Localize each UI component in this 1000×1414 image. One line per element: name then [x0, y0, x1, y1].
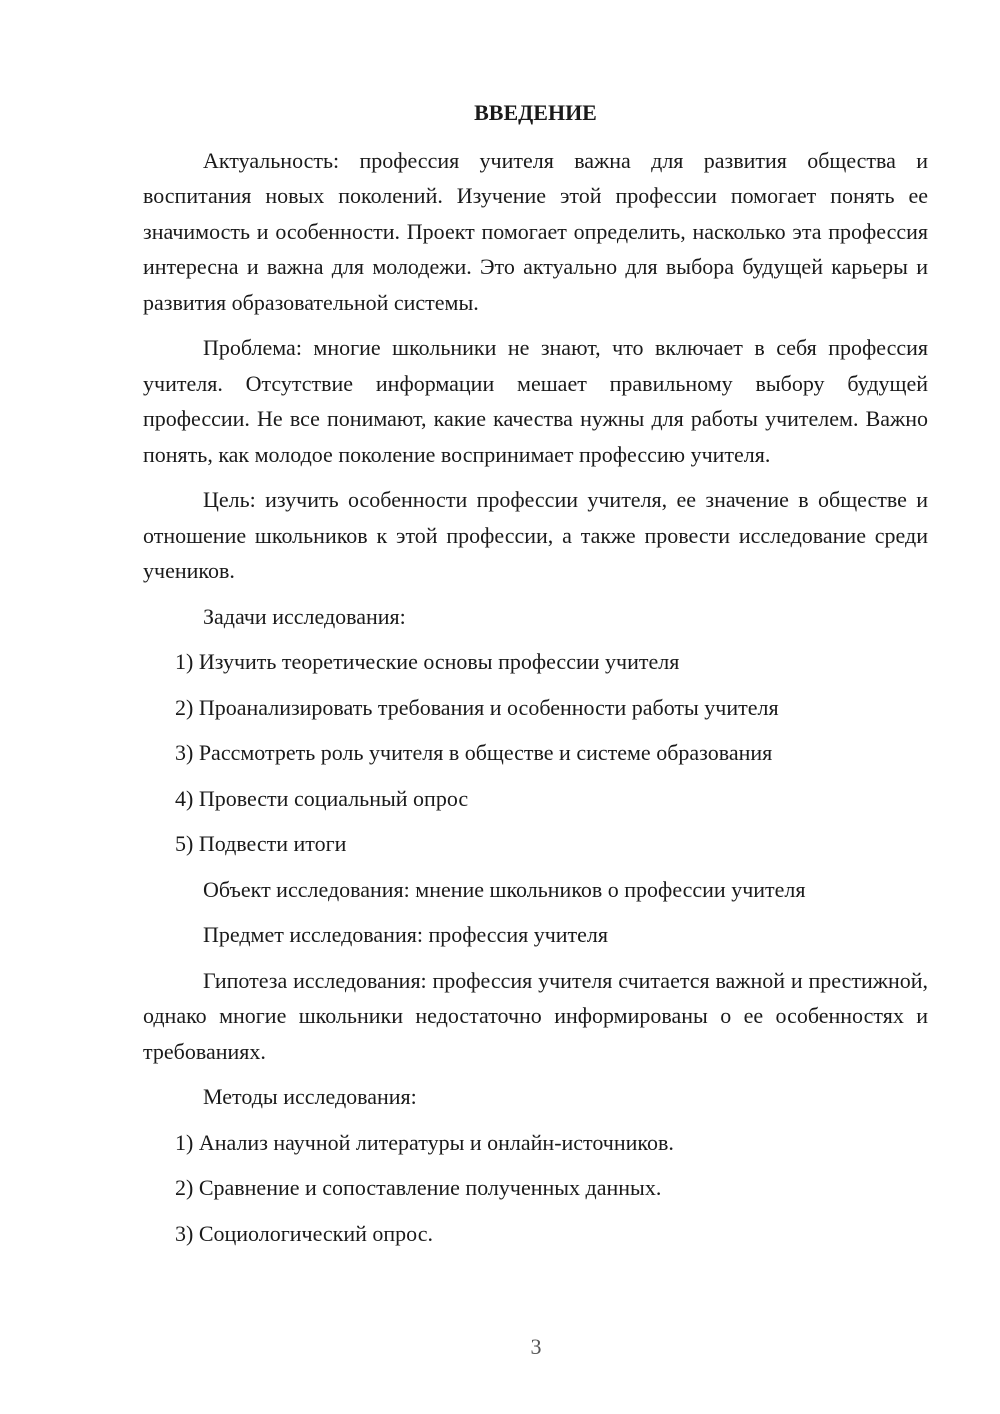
methods-heading: Методы исследования: — [203, 1084, 417, 1109]
task-item: 2) Проанализировать требования и особенности работы учителя — [175, 694, 779, 720]
research-object: Объект исследования: мнение школьников о профессии учителя — [203, 876, 806, 902]
research-subject: Предмет исследования: профессия учителя — [203, 922, 609, 947]
task-item: 3) Рассмотреть роль учителя в обществе и системе образования — [175, 740, 773, 765]
method-item: 2) Сравнение и сопоставление полученных данных. — [175, 1175, 662, 1200]
task-item: 1) Изучить теоретические основы профессии учителя — [175, 649, 680, 674]
paragraph-relevance: Актуальность: профессия учителя важна для развития общества и воспитания новых поколений. Изучение этой профессии помогает понять ее значимость и особенности. Проект помогает определить, насколько эта профессия интересна и важна для молодежи. Это актуально для выбора будущей карьеры и развития образовательной системы. — [143, 147, 928, 315]
task-item: 4) Провести социальный опрос — [175, 785, 469, 811]
document-body — [143, 95, 928, 1261]
tasks-heading: Задачи исследования: — [203, 603, 406, 629]
paragraph-goal: Цель: изучить особенности профессии учителя, ее значение в обществе и отношение школьников к этой профессии, а также провести исследование среди учеников. — [143, 487, 928, 583]
paragraph-problem: Проблема: многие школьники не знают, что включает в себя профессия учителя. Отсутствие информации мешает правильному выбору будущей профессии. Не все понимают, какие качества нужны для работы учителем. Важно понять, как молодое поколение воспринимает профессию учителя. — [143, 335, 928, 467]
section-title: ВВЕДЕНИЕ — [474, 100, 597, 125]
task-item: 5) Подвести итоги — [175, 831, 347, 856]
method-item: 1) Анализ научной литературы и онлайн-источников. — [175, 1129, 674, 1155]
method-item: 3) Социологический опрос. — [175, 1220, 433, 1246]
page-number: 3 — [530, 1334, 542, 1359]
paragraph-hypothesis: Гипотеза исследования: профессия учителя считается важной и престижной, однако многие школьники недостаточно информированы о ее особенностях и требованиях. — [143, 967, 928, 1064]
